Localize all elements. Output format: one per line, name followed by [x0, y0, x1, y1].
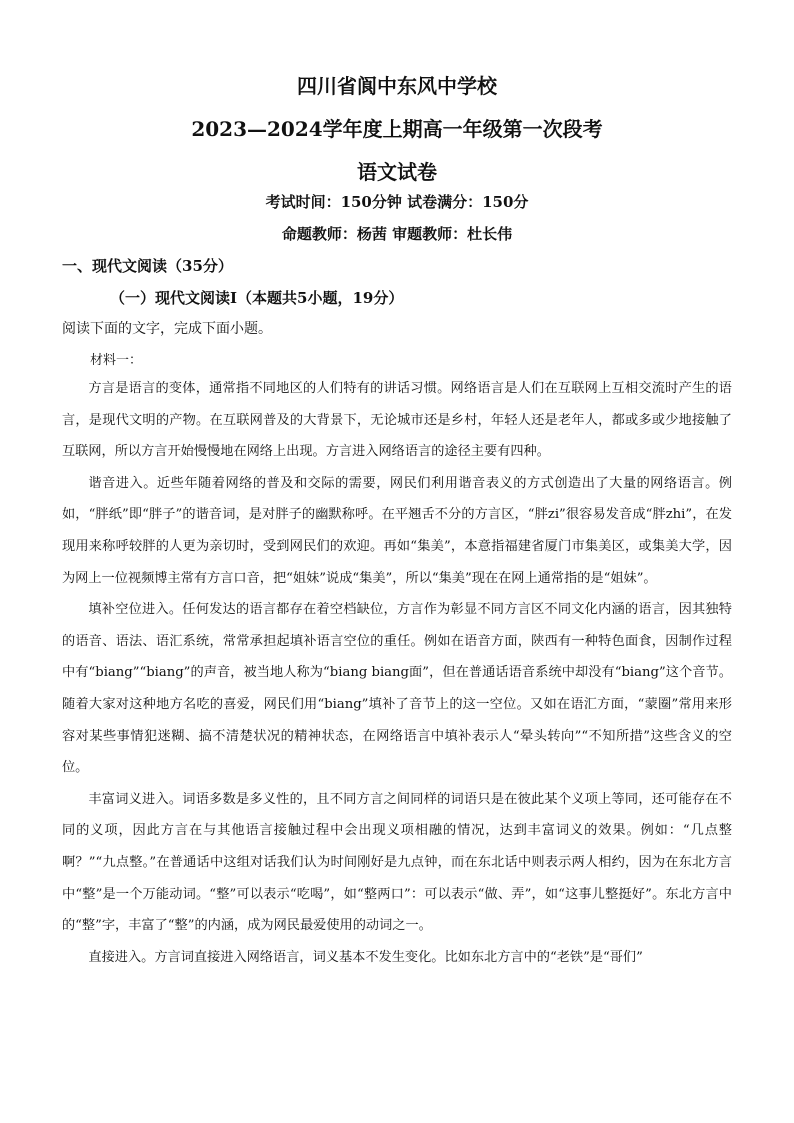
paragraph: 谐音进入。近些年随着网络的普及和交际的需要，网民们利用谐音表义的方式创造出了大量的网络语言。例如，“胖纸”即“胖子”的谐音词，是对胖子的幽默称呼。在平翘舌不分的方言区，“胖zi”很容易发音成“胖zhi”，在发现用来称呼较胖的人更为亲切时，受到网民们的欢迎。再如“集美”，本意指福建省厦门市集美区，或集美大学，因为网上一位视频博主常有方言口音，把“姐妹”说成“集美”，所以“集美”现在在网上通常指的是“姐妹”。: [62, 475, 732, 586]
subject-title: 语文试卷: [357, 160, 437, 184]
material-label: 材料一：: [90, 353, 143, 368]
paragraph: 方言是语言的变体，通常指不同地区的人们特有的讲话习惯。网络语言是人们在互联网上互相交流时产生的语言，是现代文明的产物。在互联网普及的大背景下，无论城市还是乡村，年轻人还是老年人，都或多或少地接触了互联网，所以方言开始慢慢地在网络上出现。方言进入网络语言的途径主要有四种。: [62, 381, 732, 460]
teacher-info: 命题教师：杨茜 审题教师：杜长伟: [281, 225, 513, 243]
paragraph: 直接进入。方言词直接进入网络语言，词义基本不发生变化。比如东北方言中的“老铁”是“哥们”: [88, 949, 643, 965]
exam-title: 2023—2024学年度上期高一年级第一次段考: [191, 117, 603, 141]
exam-time-info: 考试时间：150分钟 试卷满分：150分: [265, 193, 529, 211]
paragraph: 填补空位进入。任何发达的语言都存在着空档缺位，方言作为彰显不同方言区不同文化内涵的语言，因其独特的语音、语法、语汇系统，常常承担起填补语言空位的重任。例如在语音方面，陕西有一种特色面食，因制作过程中有“biang”“biang”的声音，被当地人称为“biang biang面”，但在普通话语音系统中却没有“biang”这个音节。随着大家对这种地方名吃的喜爱，网民们用“biang”填补了音节上的这一空位。又如在语汇方面，“蒙圈”常用来形容对某些事情犯迷糊、搞不清楚状况的精神状态，在网络语言中填补表示人“晕头转向”“不知所措”这些含义的空位。: [62, 602, 732, 776]
paragraph: 丰富词义进入。词语多数是多义性的，且不同方言之间同样的词语只是在彼此某个义项上等同，还可能存在不同的义项，因此方言在与其他语言接触过程中会出现义项相融的情况，达到丰富词义的效果。例如：“几点整啊？”“九点整。”在普通话中这组对话我们认为时间刚好是九点钟，而在东北话中则表示两人相约，因为在东北方言中“整”是一个万能动词。“整”可以表示“吃喝”，如“整两口”：可以表示“做、弄”，如“这事儿整挺好”。东北方言中的“整”字，丰富了“整”的内涵，成为网民最爱使用的动词之一。: [62, 791, 732, 934]
article-body: [62, 373, 732, 973]
school-title: 四川省阆中东风中学校: [297, 74, 497, 98]
reading-instruction: 阅读下面的文字，完成下面小题。: [62, 321, 272, 337]
section-heading-part1: 一、现代文阅读（35分）: [62, 257, 233, 275]
subsection-heading: （一）现代文阅读Ⅰ（本题共5小题，19分）: [110, 289, 404, 307]
